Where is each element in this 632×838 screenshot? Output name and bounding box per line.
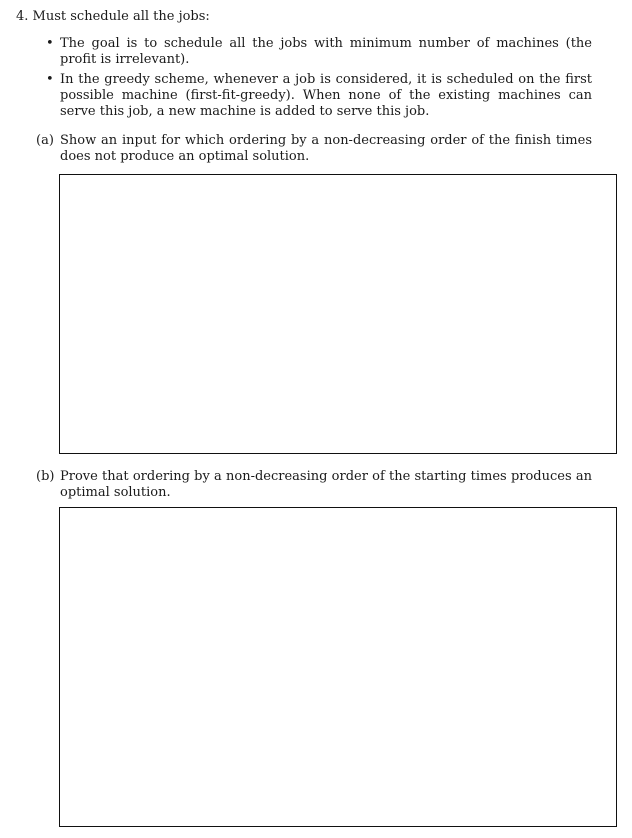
bullet-dot-icon: • [46, 36, 54, 51]
part-a-label: (a) [36, 133, 54, 148]
part-a-text: Show an input for which ordering by a non-decreasing order of the finish times does not produce an optimal solution. [60, 133, 592, 164]
part-b-text: Prove that ordering by a non-decreasing order of the starting times produces an optimal solution. [60, 469, 592, 500]
part-a-question [36, 133, 592, 165]
bullet-greedy-scheme [46, 72, 592, 120]
problem-heading: 4. Must schedule all the jobs: [16, 9, 210, 24]
bullet-goal [46, 36, 592, 68]
part-b-question [36, 469, 592, 501]
answer-box-a[interactable] [59, 174, 617, 454]
bullet-text: In the greedy scheme, whenever a job is considered, it is scheduled on the first possible machine (first-fit-greedy). When none of the existing machines can serve this job, a new machine is added to serve this job. [60, 72, 592, 119]
bullet-text: The goal is to schedule all the jobs with minimum number of machines (the profit is irrelevant). [60, 36, 592, 67]
bullet-dot-icon: • [46, 72, 54, 87]
part-b-label: (b) [36, 469, 55, 484]
answer-box-b[interactable] [59, 507, 617, 827]
